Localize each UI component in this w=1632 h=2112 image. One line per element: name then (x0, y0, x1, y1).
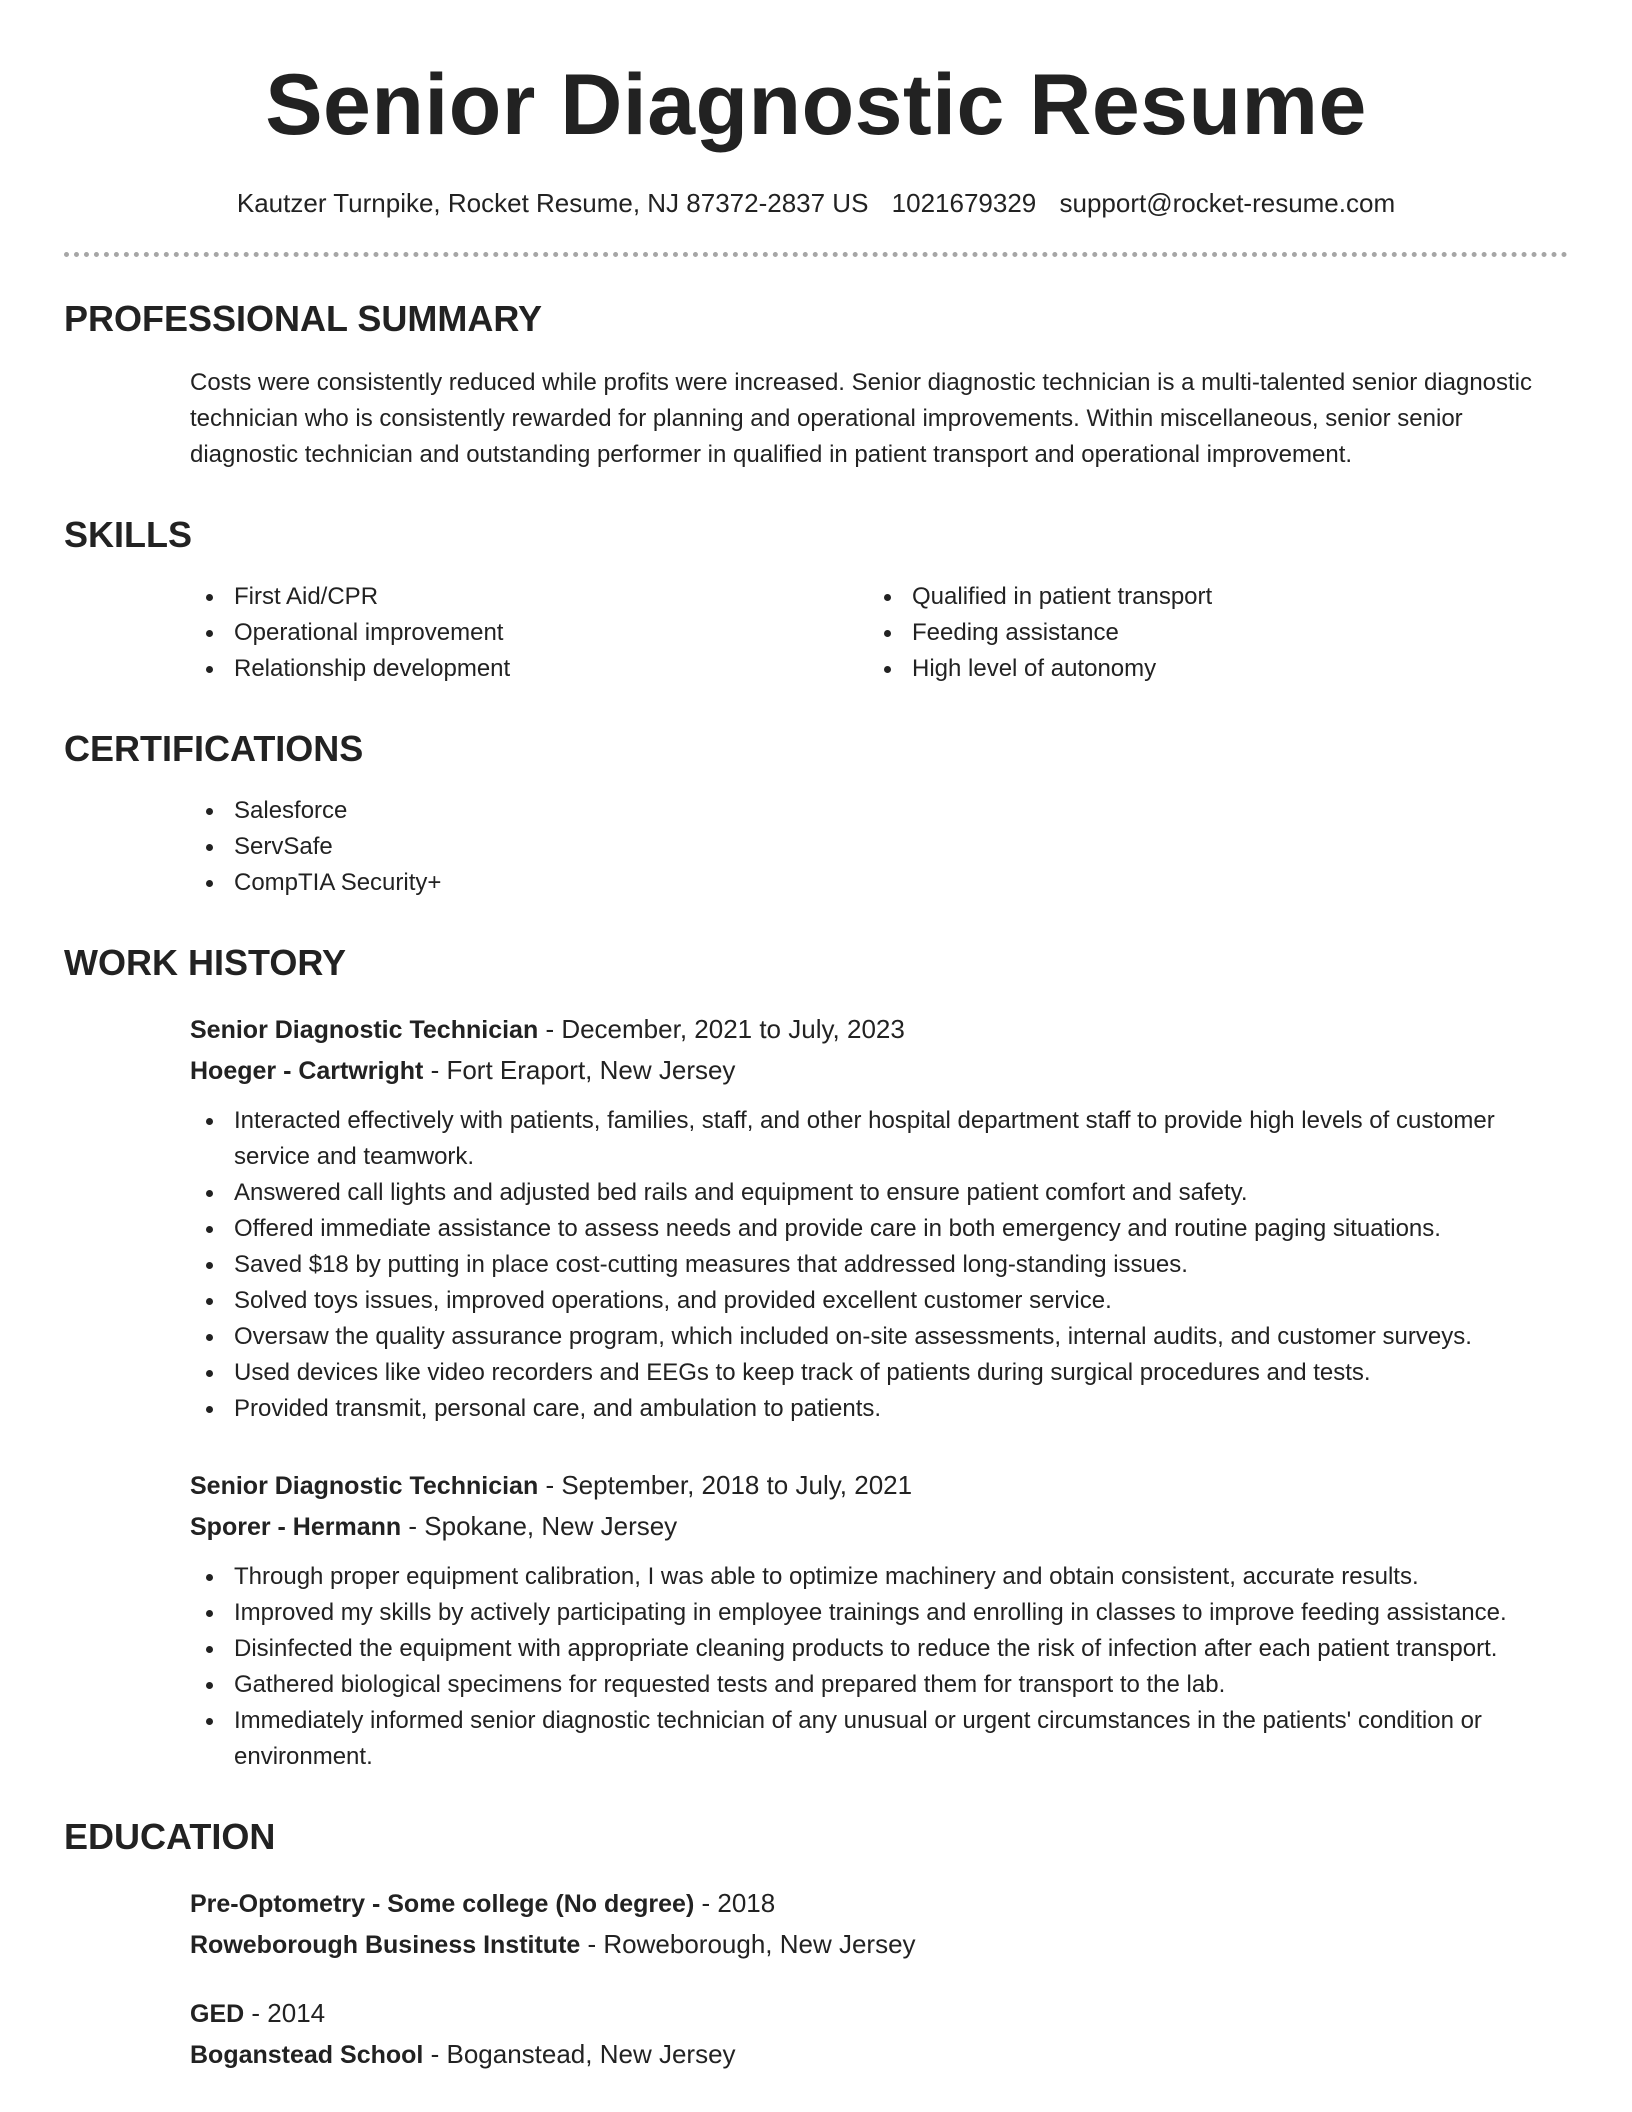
job-duty: Saved $18 by putting in place cost-cutting measures that addressed long-standing issues. (190, 1247, 1568, 1283)
job-duty: Interacted effectively with patients, families, staff, and other hospital department staff to provide high levels of customer service and teamwork. (190, 1103, 1568, 1175)
education-location: - Boganstead, New Jersey (423, 2039, 736, 2069)
education-year: - 2018 (694, 1888, 776, 1918)
education-school: Roweborough Business Institute (190, 1931, 581, 1959)
job-duty: Answered call lights and adjusted bed rails and equipment to ensure patient comfort and safety. (190, 1175, 1568, 1211)
job-company: Hoeger - Cartwright (190, 1057, 424, 1085)
certification-item: ServSafe (190, 829, 1568, 865)
job-duty: Improved my skills by actively participating in employee trainings and enrolling in classes to improve feeding assistance. (190, 1595, 1568, 1631)
education-degree-line (190, 1883, 1568, 1924)
job-company-line (190, 1050, 1568, 1091)
education-heading: EDUCATION (64, 1816, 276, 1857)
contact-phone: 1021679329 (891, 188, 1037, 218)
education-entry (190, 1993, 1568, 2075)
job-location: - Fort Eraport, New Jersey (423, 1055, 736, 1085)
job-location: - Spokane, New Jersey (401, 1511, 678, 1541)
job-company-line (190, 1506, 1568, 1547)
certifications-list (190, 793, 1568, 901)
work-history-section (190, 1009, 1568, 1775)
summary-section (190, 365, 1568, 473)
job-duty: Used devices like video recorders and EEGs to keep track of patients during surgical procedures and tests. (190, 1355, 1568, 1391)
skill-item: Operational improvement (190, 615, 868, 651)
job-duty: Solved toys issues, improved operations, and provided excellent customer service. (190, 1283, 1568, 1319)
certifications-heading: CERTIFICATIONS (64, 728, 364, 769)
certification-item: CompTIA Security+ (190, 865, 1568, 901)
education-degree: GED (190, 2000, 245, 2028)
job-entry (190, 1009, 1568, 1427)
resume-title: Senior Diagnostic Resume (265, 57, 1367, 153)
summary-heading: PROFESSIONAL SUMMARY (64, 298, 543, 339)
job-duty: Gathered biological specimens for requested tests and prepared them for transport to the lab. (190, 1667, 1568, 1703)
job-duty: Offered immediate assistance to assess needs and provide care in both emergency and routine paging situations. (190, 1211, 1568, 1247)
skill-item: First Aid/CPR (190, 579, 868, 615)
job-role: Senior Diagnostic Technician (190, 1016, 539, 1044)
header-divider (64, 252, 1568, 257)
contact-address: Kautzer Turnpike, Rocket Resume, NJ 87372-2837 US (236, 188, 869, 218)
contact-email: support@rocket-resume.com (1059, 188, 1396, 218)
education-school-line (190, 1924, 1568, 1965)
skills-section (190, 579, 1568, 687)
work-history-heading: WORK HISTORY (64, 942, 347, 983)
education-degree: Pre-Optometry - Some college (No degree) (190, 1890, 695, 1918)
job-dates: - September, 2018 to July, 2021 (538, 1470, 913, 1500)
job-duty: Disinfected the equipment with appropriate cleaning products to reduce the risk of infection after each patient transport. (190, 1631, 1568, 1667)
job-duty: Immediately informed senior diagnostic technician of any unusual or urgent circumstances in the patients' condition or environment. (190, 1703, 1568, 1775)
contact-line (64, 188, 1568, 219)
skill-item: Relationship development (190, 651, 868, 687)
certifications-section (190, 793, 1568, 901)
job-title-line (190, 1465, 1568, 1506)
job-duties-list (190, 1103, 1568, 1427)
skills-list-right (868, 579, 1546, 687)
skill-item: Feeding assistance (868, 615, 1546, 651)
job-duty: Through proper equipment calibration, I was able to optimize machinery and obtain consistent, accurate results. (190, 1559, 1568, 1595)
education-school: Boganstead School (190, 2041, 424, 2069)
skills-heading: SKILLS (64, 514, 193, 555)
skill-item: Qualified in patient transport (868, 579, 1546, 615)
job-duties-list (190, 1559, 1568, 1775)
job-entry (190, 1465, 1568, 1775)
education-section (190, 1883, 1568, 2075)
education-degree-line (190, 1993, 1568, 2034)
skills-list-left (190, 579, 868, 687)
education-school-line (190, 2034, 1568, 2075)
skill-item: High level of autonomy (868, 651, 1546, 687)
education-location: - Roweborough, New Jersey (580, 1929, 916, 1959)
job-duty: Oversaw the quality assurance program, which included on-site assessments, internal audits, and customer surveys. (190, 1319, 1568, 1355)
job-title-line (190, 1009, 1568, 1050)
education-entry (190, 1883, 1568, 1965)
education-year: - 2014 (244, 1998, 326, 2028)
certification-item: Salesforce (190, 793, 1568, 829)
job-duty: Provided transmit, personal care, and ambulation to patients. (190, 1391, 1568, 1427)
summary-text: Costs were consistently reduced while profits were increased. Senior diagnostic technician is a multi-talented senior diagnostic technician who is consistently rewarded for planning and operational improvements. Within miscellaneous, senior senior diagnostic technician and outstanding performer in qualified in patient transport and operational improvement. (190, 369, 1533, 468)
job-role: Senior Diagnostic Technician (190, 1472, 539, 1500)
job-company: Sporer - Hermann (190, 1513, 402, 1541)
job-dates: - December, 2021 to July, 2023 (538, 1014, 905, 1044)
